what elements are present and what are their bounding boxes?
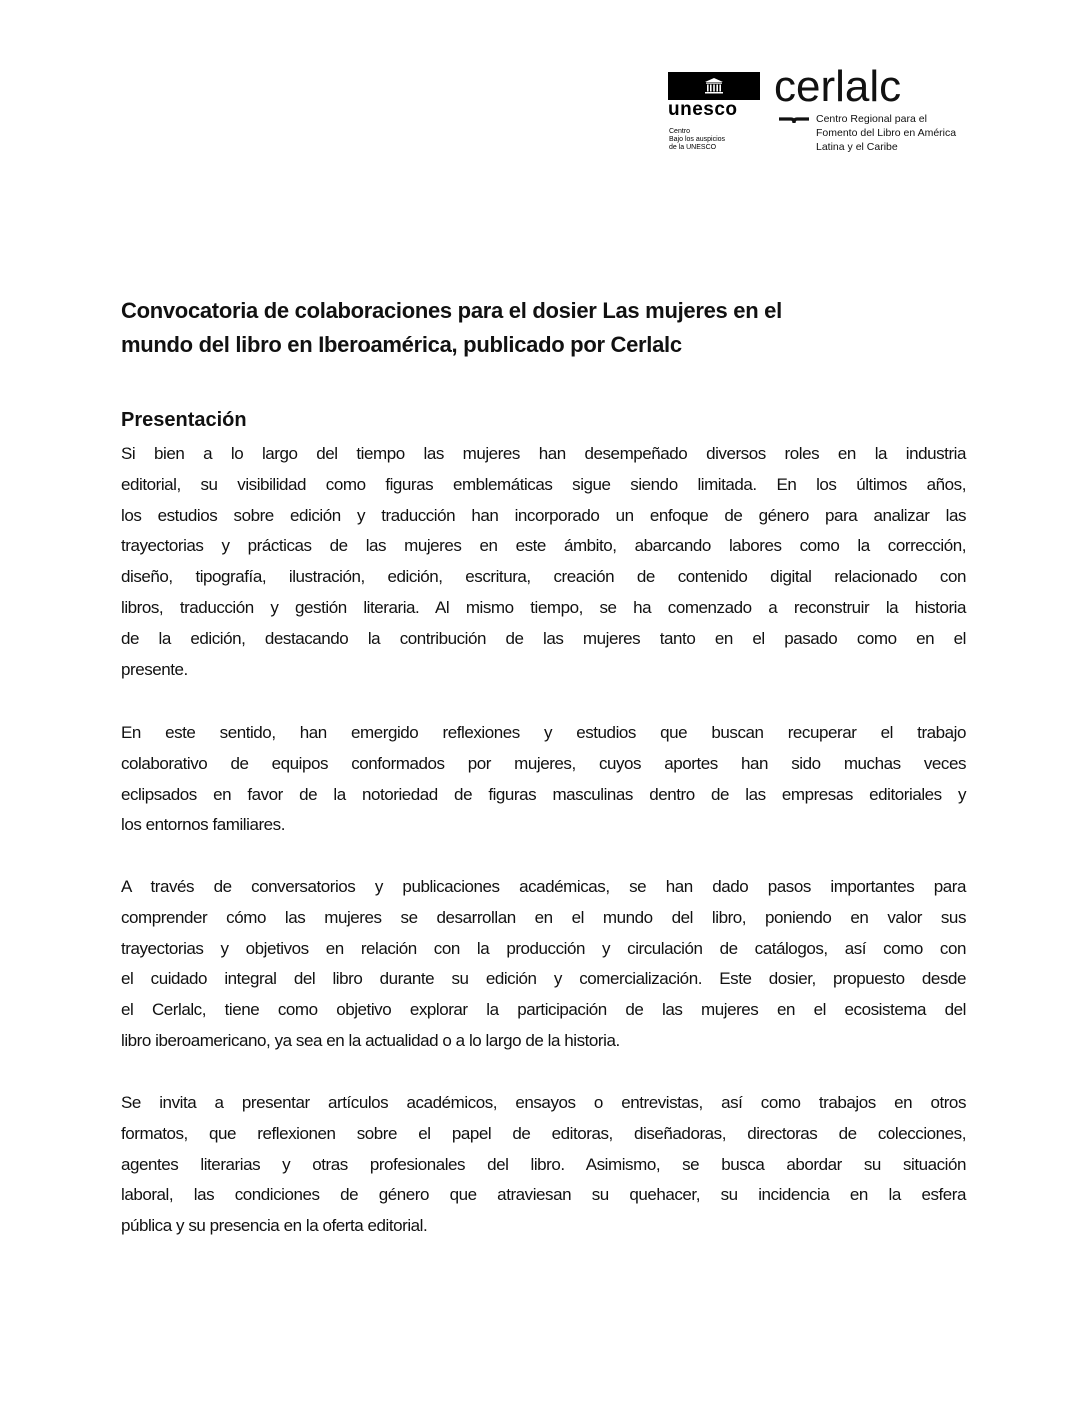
paragraph-line: A través de conversatorios y publicaciones académicas, se han dado pasos importantes para [121,877,966,896]
unesco-subtitle-line: Bajo los auspicios [669,136,726,143]
unesco-subtitle-line: Centro [669,128,691,135]
paragraph-line: libro iberoamericano, ya sea en la actualidad o a lo largo de la historia. [121,1030,620,1050]
paragraph-line: el Cerlalc, tiene como objetivo explorar la participación de las mujeres en el ecosistema del [121,1000,966,1020]
paragraph-line: colaborativo de equipos conformados por mujeres, cuyos aportes han sido muchas veces [121,753,966,773]
paragraph-line: trayectorias y objetivos en relación con la producción y circulación de catálogos, así como con [121,938,966,958]
paragraph-line: libros, traducción y gestión literaria. Al mismo tiempo, se ha comenzado a reconstruir la historia [121,597,966,617]
paragraph-line: los estudios sobre edición y traducción han incorporado un enfoque de género para analizar las [121,505,966,525]
document-title [121,294,971,362]
paragraph-line: formatos, que reflexionen sobre el papel de editoras, diseñadoras, directoras de colecciones, [121,1123,966,1143]
paragraph-line: editorial, su visibilidad como figuras emblemáticas sigue siendo limitada. En los últimos años, [121,474,966,494]
header-logos [668,62,968,162]
section-heading: Presentación [121,409,247,431]
title-line: mundo del libro en Iberoamérica, publicado por Cerlalc [121,332,682,357]
unesco-subtitle [669,128,725,152]
unesco-subtitle-line: de la UNESCO [669,144,717,151]
paragraph-line: pública y su presencia en la oferta editorial. [121,1216,428,1236]
paragraph-line: Si bien a lo largo del tiempo las mujeres han desempeñado diversos roles en la industria [121,444,966,463]
paragraph-line: diseño, tipografía, ilustración, edición, escritura, creación de contenido digital relacionado con [121,567,966,587]
paragraph-line: el cuidado integral del libro durante su edición y comercialización. Este dosier, propuesto desde [121,969,966,989]
cerlalc-subtitle-line: Latina y el Caribe [816,141,898,153]
paragraph [121,718,966,841]
cerlalc-subtitle-line: Fomento del Libro en América [816,127,957,139]
paragraph-line: los entornos familiares. [121,815,285,835]
paragraph-line: trayectorias y prácticas de las mujeres en este ámbito, abarcando labores como la corrección, [121,536,966,556]
paragraph-line: En este sentido, han emergido reflexiones y estudios que buscan recuperar el trabajo [121,723,966,742]
temple-icon [704,77,724,95]
cerlalc-subtitle [816,112,956,154]
paragraph [121,1088,966,1242]
paragraph-line: eclipsados en favor de la notoriedad de figuras masculinas dentro de las empresas editoriales y [121,784,966,804]
unesco-logo-box [668,72,760,100]
paragraph-line: presente. [121,659,188,679]
paragraph-line: de la edición, destacando la contribución de las mujeres tanto en el pasado como en el [121,628,966,648]
cerlalc-subtitle-line: Centro Regional para el [816,113,927,125]
paragraph [121,439,966,685]
open-book-mark-icon [778,116,810,126]
paragraph-line: Se invita a presentar artículos académicos, ensayos o entrevistas, así como trabajos en otros [121,1093,966,1112]
paragraph-line: laboral, las condiciones de género que atraviesan su quehacer, su incidencia en la esfera [121,1185,966,1205]
cerlalc-wordmark: cerlalc [774,62,902,111]
title-line: Convocatoria de colaboraciones para el dosier Las mujeres en el [121,298,782,323]
paragraph-line: agentes literarias y otras profesionales del libro. Asimismo, se busca abordar su situación [121,1154,966,1174]
unesco-wordmark: unesco [668,99,738,120]
paragraph-line: comprender cómo las mujeres se desarrollan en el mundo del libro, poniendo en valor sus [121,907,966,927]
paragraph [121,872,966,1057]
